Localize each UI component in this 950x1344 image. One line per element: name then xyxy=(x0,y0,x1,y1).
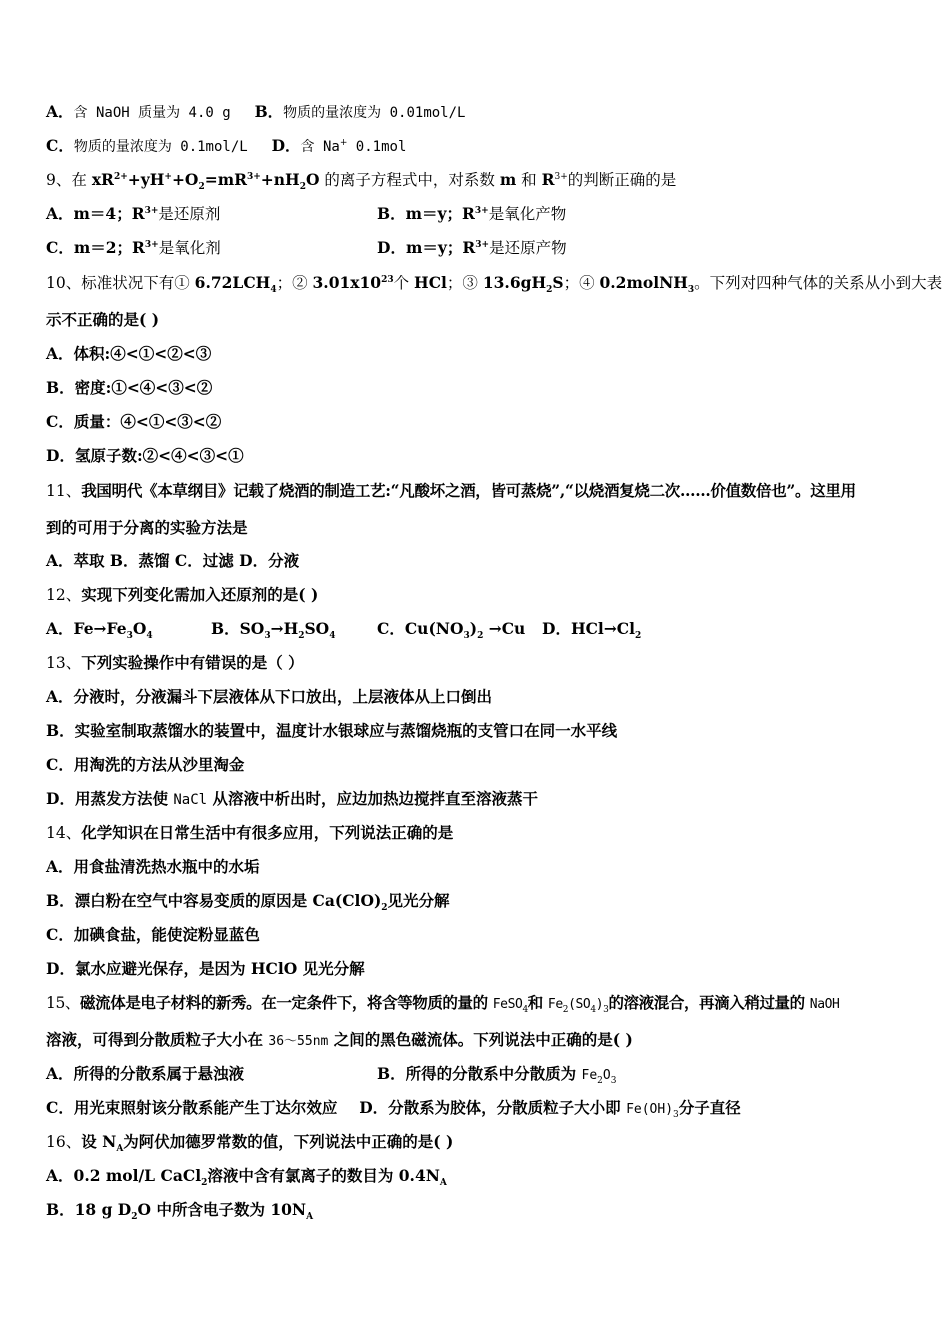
q8-option-d-sup: + xyxy=(339,137,348,148)
q9-options-ab xyxy=(46,204,567,224)
q15-b-f: Fe xyxy=(581,1068,598,1083)
q10-v3: HCl xyxy=(414,273,447,292)
q15-l2-n: 36～55nm xyxy=(268,1034,329,1049)
q10-number: 10、 xyxy=(46,274,82,292)
q14-d-f: HClO xyxy=(250,959,298,978)
q9-f1: xR xyxy=(91,170,114,189)
q9-c-text: m＝2；R xyxy=(73,238,145,257)
q15-option-c: C．用光束照射该分散系能产生丁达尔效应 xyxy=(46,1098,338,1117)
q12-stem xyxy=(46,585,318,605)
q16-b-d: 10N xyxy=(270,1200,307,1219)
q13-option-d xyxy=(46,789,538,810)
q9-f5: +nH xyxy=(260,170,300,189)
q15-stem-line2 xyxy=(46,1030,633,1052)
q9-option-a xyxy=(46,204,158,223)
q15-l1-f3: (SO xyxy=(568,997,591,1012)
q12-c-sub2: 2 xyxy=(477,631,484,642)
q11-options: A．萃取 B．蒸馏 C．过滤 D．分液 xyxy=(46,551,300,570)
q13-d-nacl: NaCl xyxy=(173,792,208,808)
q12-b-sub1: 3 xyxy=(264,631,271,642)
q12-option-b xyxy=(211,619,336,642)
q14-option-c: C．加碘食盐，能使淀粉显蓝色 xyxy=(46,925,260,944)
q12-option-d xyxy=(542,619,642,642)
q15-l1-f2sub: 2 xyxy=(562,1005,569,1016)
q10-s2: ；② xyxy=(276,274,313,292)
q14-d-a: D．氯水应避光保存，是因为 xyxy=(46,959,251,978)
q9-f2: +yH xyxy=(127,170,165,189)
q16-stem-text xyxy=(81,1132,454,1155)
q15-b-sub2: 3 xyxy=(610,1076,617,1087)
q8-option-d-tail: 0.1mol xyxy=(347,139,407,155)
q8-option-a-label: A． xyxy=(46,102,74,121)
q12-b-label: B． xyxy=(211,619,240,638)
q8-option-row-2 xyxy=(46,136,406,157)
q9-d-sup: 3+ xyxy=(475,239,490,250)
q10-stem-line2: 示不正确的是( ) xyxy=(46,310,160,329)
q9-f3: +O xyxy=(171,170,199,189)
q15-stem-line1 xyxy=(46,993,839,1015)
q14-option-b xyxy=(46,891,450,914)
q16-a-c: 0.4N xyxy=(398,1166,440,1185)
q12-c-b: ) xyxy=(469,619,478,638)
q10-option-b: B．密度:①<④<③<② xyxy=(46,378,213,397)
q12-b-sub2: 2 xyxy=(298,631,305,642)
q16-nsub: A xyxy=(116,1144,124,1155)
q9-rsup: 3+ xyxy=(554,171,568,182)
q10-v4: 13.6gH xyxy=(482,273,547,292)
q9-d-label: D． xyxy=(377,238,406,257)
q12-stem-text: 实现下列变化需加入还原剂的是( ) xyxy=(81,585,319,604)
q10-stem-line1 xyxy=(46,273,943,296)
q10-s6: 。下列对四种气体的关系从小到大表 xyxy=(694,274,943,292)
q9-c-label: C． xyxy=(46,238,74,257)
q9-stem-b: 的离子方程式中，对系数 xyxy=(319,171,500,189)
q10-option-c: C．质量：④<①<③<② xyxy=(46,412,222,431)
q14-d-b: 见光分解 xyxy=(297,959,365,978)
q12-a-sub2: 4 xyxy=(146,631,153,642)
q16-a-csub: A xyxy=(439,1178,447,1189)
q16-b-dsub: A xyxy=(306,1212,314,1223)
q11-stem-line1 xyxy=(46,481,856,501)
q14-stem-text: 化学知识在日常生活中有很多应用，下列说法正确的是 xyxy=(81,823,454,842)
q14-number: 14、 xyxy=(46,824,82,842)
q12-b-sub3: 4 xyxy=(329,631,336,642)
q9-option-b xyxy=(377,204,566,224)
q15-option-a: A．所得的分散系属于悬浊液 xyxy=(46,1064,245,1083)
q9-options-cd xyxy=(46,238,567,258)
q10-v4sub: 2 xyxy=(546,285,553,296)
q9-and: 和 xyxy=(516,171,542,189)
q9-d-text: m＝y；R xyxy=(405,238,476,257)
q10-v5: S xyxy=(552,273,564,292)
q12-a-a: Fe→Fe xyxy=(73,619,127,638)
q15-l1-f2: Fe xyxy=(547,997,563,1012)
q9-f6: O xyxy=(305,170,320,189)
q10-v1: 6.72LCH xyxy=(194,273,271,292)
q15-options-ab xyxy=(46,1064,617,1087)
q14-b-b: 见光分解 xyxy=(387,891,450,910)
q15-l1-f3sub: 4 xyxy=(590,1005,596,1016)
q10-option-a: A．体积:④<①<②<③ xyxy=(46,344,212,363)
q15-d-a: D．分散系为胶体，分散质粒子大小即 xyxy=(359,1098,627,1117)
q15-l1-f5: NaOH xyxy=(809,997,840,1012)
q9-equation xyxy=(91,170,320,193)
q8-option-d-label: D． xyxy=(271,136,301,155)
q9-f3sub: 2 xyxy=(198,182,205,193)
q11-number: 11、 xyxy=(46,482,82,500)
q12-d-a: HCl→Cl xyxy=(570,619,636,638)
q14-option-d xyxy=(46,959,365,979)
q15-l1-c: 的溶液混合，再滴入稍过量的 xyxy=(608,993,810,1012)
q16-stem xyxy=(46,1132,454,1155)
q16-b-c: 中所含电子数为 xyxy=(151,1200,271,1219)
q9-f4sup: 3+ xyxy=(246,171,261,182)
q8-option-c-label: C． xyxy=(46,136,74,155)
q9-a-text: m＝4；R xyxy=(73,204,145,223)
q9-number: 9、 xyxy=(46,171,72,189)
q12-c-label: C． xyxy=(377,619,405,638)
q10-v2sup: 23 xyxy=(381,274,394,285)
q15-b-sub1: 2 xyxy=(597,1076,603,1087)
q12-d-label: D． xyxy=(542,619,571,638)
q9-c-tail: 是氧化剂 xyxy=(158,239,221,257)
q10-v2: 3.01x10 xyxy=(312,273,382,292)
q16-a-f: 0.2 mol/L CaCl xyxy=(73,1166,202,1185)
q16-b-a: B． xyxy=(46,1200,75,1219)
q9-d-tail: 是还原产物 xyxy=(489,239,567,257)
q13-stem-text: 下列实验操作中有错误的是（ ） xyxy=(81,653,304,672)
q12-number: 12、 xyxy=(46,586,82,604)
q16-number: 16、 xyxy=(46,1133,82,1151)
q14-b-sub: 2 xyxy=(381,903,388,914)
q13-d-a: D．用蒸发方法使 xyxy=(46,789,174,808)
q12-c-c: →Cu xyxy=(483,619,526,638)
q15-l1-a: 磁流体是电子材料的新秀。在一定条件下，将含等物质的量的 xyxy=(80,993,493,1012)
q13-number: 13、 xyxy=(46,654,82,672)
q16-stem-b: 为阿伏加德罗常数的值，下列说法中正确的是( ) xyxy=(123,1132,454,1151)
q15-l1-f1: FeSO xyxy=(492,997,523,1012)
q16-a-sub: 2 xyxy=(201,1178,208,1189)
q15-number: 15、 xyxy=(46,994,81,1012)
q8-option-row-1 xyxy=(46,102,465,123)
q12-b-b: →H xyxy=(270,619,299,638)
q10-s1: 标准状况下有① xyxy=(81,274,195,292)
q10-s3: 个 xyxy=(393,274,415,292)
q12-b-c: SO xyxy=(304,619,330,638)
q12-b-a: SO xyxy=(239,619,265,638)
q13-option-b: B．实验室制取蒸馏水的装置中，温度计水银球应与蒸馏烧瓶的支管口在同一水平线 xyxy=(46,721,618,740)
q15-l2-a: 溶液，可得到分散质粒子大小在 xyxy=(46,1030,269,1049)
q16-a-b: 溶液中含有氯离子的数目为 xyxy=(207,1166,399,1185)
q16-option-b xyxy=(46,1200,314,1223)
q15-option-d xyxy=(359,1098,741,1121)
q16-n: N xyxy=(102,1132,117,1151)
q9-f5sub: 2 xyxy=(299,182,306,193)
q14-b-a: B．漂白粉在空气中容易变质的原因是 xyxy=(46,891,313,910)
q15-b-f2: O xyxy=(602,1068,611,1083)
q13-option-a: A．分液时，分液漏斗下层液体从下口放出，上层液体从上口倒出 xyxy=(46,687,493,706)
q12-a-label: A． xyxy=(46,619,74,638)
q13-option-c: C．用淘洗的方法从沙里淘金 xyxy=(46,755,245,774)
q12-c-sub1: 3 xyxy=(463,631,470,642)
q15-l1-f1sub: 4 xyxy=(522,1005,528,1016)
q8-option-b: 物质的量浓度为 0.01mol/L xyxy=(283,105,466,121)
q10-option-d: D．氢原子数:②<④<③<① xyxy=(46,446,244,465)
q8-option-c: 物质的量浓度为 0.1mol/L xyxy=(73,139,248,155)
q9-stem-a: 在 xyxy=(71,171,92,189)
q13-d-b: 从溶液中析出时，应边加热边搅拌直至溶液蒸干 xyxy=(207,789,538,808)
q16-stem-a: 设 xyxy=(81,1132,103,1151)
q9-b-text: m＝y；R xyxy=(405,204,475,223)
q9-r: R xyxy=(541,170,555,189)
q10-v6: 0.2molNH xyxy=(599,273,688,292)
q11-line1: 我国明代《本草纲目》记载了烧酒的制造工艺:“凡酸坏之酒，皆可蒸烧”,“以烧酒复烧二次……价值数倍也”。这里用 xyxy=(81,481,856,500)
q9-stem-c: 的判断正确的是 xyxy=(567,171,677,189)
q9-b-label: B． xyxy=(377,204,406,223)
q10-s5: ；④ xyxy=(563,274,600,292)
q15-b-a: B．所得的分散系中分散质为 xyxy=(377,1064,582,1083)
q15-d-sub: 3 xyxy=(673,1110,679,1121)
q9-a-tail: 是还原剂 xyxy=(158,205,221,223)
q9-a-sup: 3+ xyxy=(144,205,159,216)
q12-option-a xyxy=(46,619,153,642)
q12-c-a: Cu(NO xyxy=(404,619,464,638)
q11-stem-line2: 到的可用于分离的实验方法是 xyxy=(46,518,248,537)
q8-option-a: 含 NaOH 质量为 4.0 g xyxy=(73,105,231,121)
q15-d-f: Fe(OH) xyxy=(626,1102,674,1117)
q16-b-sub: 2 xyxy=(131,1212,138,1223)
q14-b-f: Ca(ClO) xyxy=(312,891,382,910)
q16-option-a xyxy=(46,1166,447,1189)
q15-l1-f4: ) xyxy=(595,997,604,1012)
q9-f4: =mR xyxy=(204,170,247,189)
q14-stem xyxy=(46,823,453,843)
q12-d-sub: 2 xyxy=(635,631,642,642)
q15-d-b: 分子直径 xyxy=(678,1098,741,1117)
q15-l1-b: 和 xyxy=(527,993,548,1012)
q9-b-tail: 是氧化产物 xyxy=(488,205,567,223)
q10-v6sub: 3 xyxy=(687,285,695,296)
q16-a-a: A． xyxy=(46,1166,74,1185)
q15-l2-b: 之间的黑色磁流体。下列说法中正确的是( ) xyxy=(328,1030,633,1049)
q13-stem xyxy=(46,653,304,673)
q9-m: m xyxy=(499,170,517,189)
q15-options-cd xyxy=(46,1098,741,1120)
q12-option-c xyxy=(377,619,526,642)
q9-b-sup: 3+ xyxy=(474,205,489,216)
q9-stem xyxy=(46,170,677,193)
q14-option-a: A．用食盐清洗热水瓶中的水垢 xyxy=(46,857,260,876)
q9-c-sup: 3+ xyxy=(144,239,159,250)
q15-l1-f4sub: 3 xyxy=(603,1005,609,1016)
q12-a-sub1: 3 xyxy=(126,631,133,642)
q8-option-b-label: B． xyxy=(254,102,284,121)
q9-a-label: A． xyxy=(46,204,74,223)
q12-a-b: O xyxy=(132,619,147,638)
q8-option-d: 含 Na xyxy=(300,139,340,155)
q16-b-f: 18 g D xyxy=(74,1200,132,1219)
q9-f2sup: + xyxy=(164,171,172,182)
q9-option-c xyxy=(46,238,159,257)
q15-option-b xyxy=(377,1064,616,1086)
q9-f1sup: 2+ xyxy=(113,171,128,182)
q10-s4: ；③ xyxy=(446,274,483,292)
q10-v1sub: 4 xyxy=(270,285,277,296)
q16-b-b: O xyxy=(137,1200,152,1219)
q9-option-d xyxy=(377,238,567,258)
